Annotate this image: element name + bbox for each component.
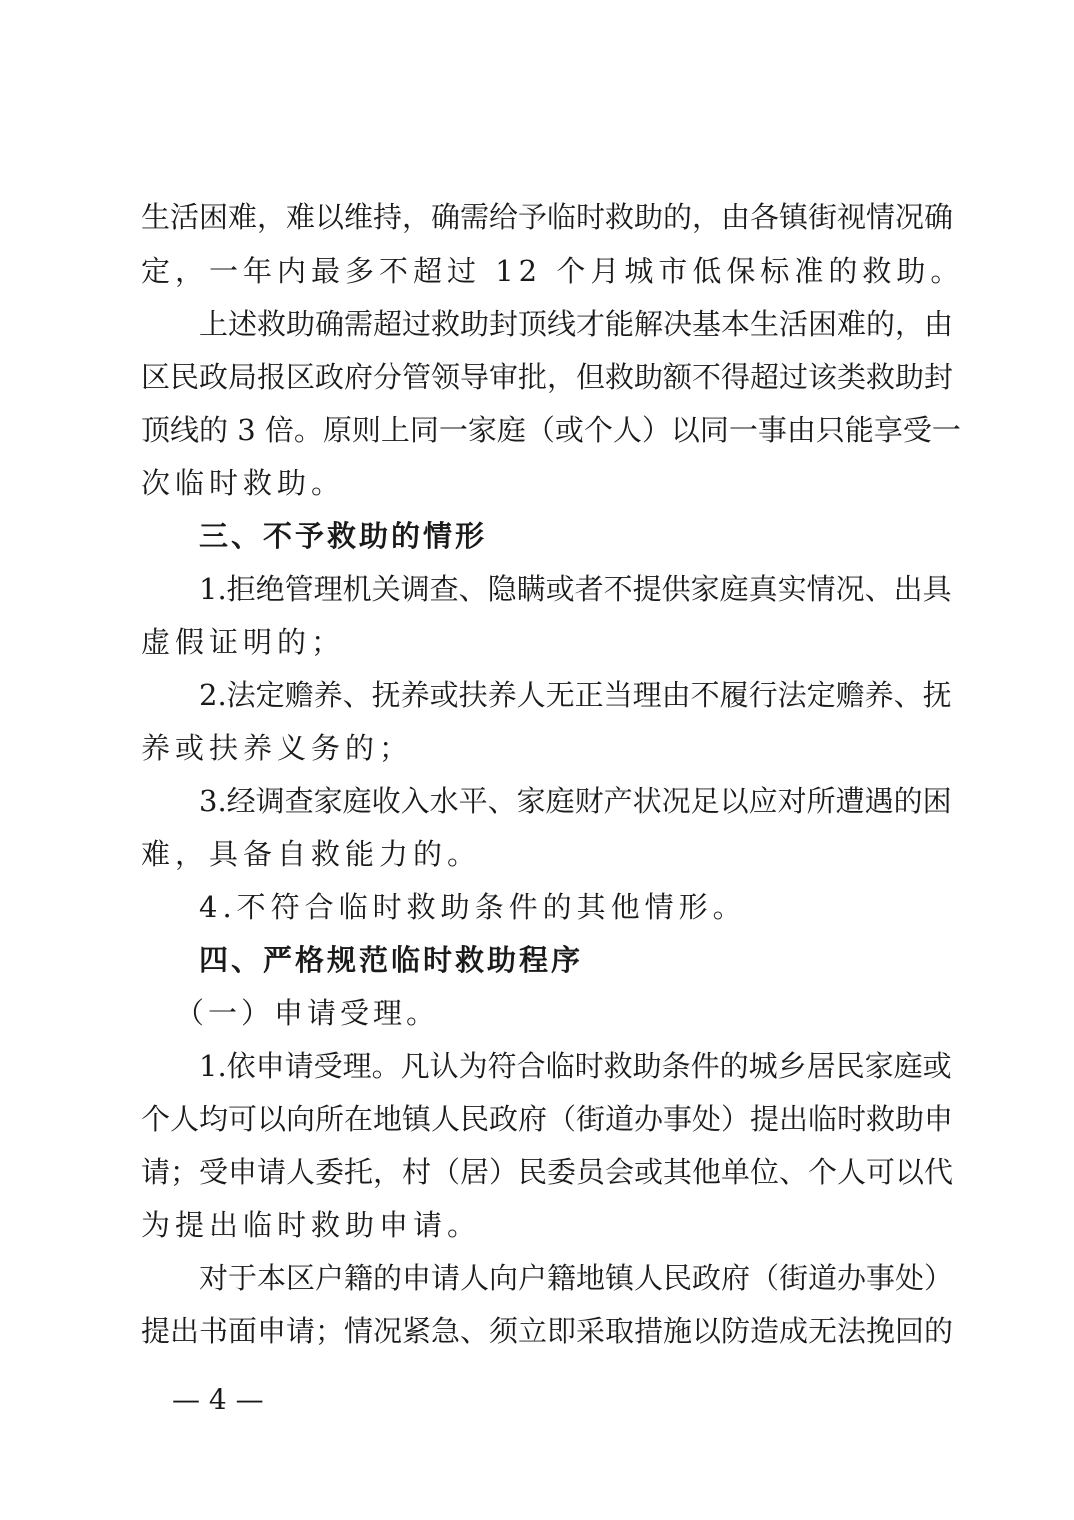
list-item-line: 养或扶养义务的；	[141, 731, 414, 765]
paragraph-line: 个人均可以向所在地镇人民政府（街道办事处）提出临时救助申	[141, 1102, 954, 1136]
paragraph-line: 生活困难，难以维持，确需给予临时救助的，由各镇街视情况确	[141, 200, 954, 234]
paragraph-line: 顶线的 3 倍。原则上同一家庭（或个人）以同一事由只能享受一	[141, 413, 961, 447]
list-item-line: 2.法定赡养、抚养或扶养人无正当理由不履行法定赡养、抚	[199, 678, 952, 712]
paragraph-line: 请；受申请人委托，村（居）民委员会或其他单位、个人可以代	[141, 1155, 954, 1189]
paragraph-line: 次临时救助。	[141, 466, 346, 500]
section-heading: 三、不予救助的情形	[199, 519, 488, 553]
list-item-line: 1.拒绝管理机关调查、隐瞒或者不提供家庭真实情况、出具	[199, 572, 952, 606]
list-item-line: 3.经调查家庭收入水平、家庭财产状况足以应对所遭遇的困	[199, 784, 952, 818]
paragraph-line: 区民政局报区政府分管领导审批，但救助额不得超过该类救助封	[141, 360, 954, 394]
list-item-line: 虚假证明的；	[141, 625, 346, 659]
paragraph-line: 为提出临时救助申请。	[141, 1208, 482, 1242]
page-number: — 4 —	[172, 1383, 264, 1416]
paragraph-line: 定，一年内最多不超过 12 个月城市低保标准的救助。	[141, 254, 965, 288]
subsection-heading: （一）申请受理。	[175, 996, 440, 1030]
paragraph-line: 上述救助确需超过救助封顶线才能解决基本生活困难的，由	[199, 307, 954, 341]
paragraph-line: 1.依申请受理。凡认为符合临时救助条件的城乡居民家庭或	[199, 1049, 952, 1083]
list-item-line: 难，具备自救能力的。	[141, 837, 482, 871]
list-item-line: 4.不符合临时救助条件的其他情形。	[199, 890, 747, 924]
paragraph-line: 提出书面申请；情况紧急、须立即采取措施以防造成无法挽回的	[141, 1314, 954, 1348]
section-heading: 四、严格规范临时救助程序	[199, 943, 584, 977]
paragraph-line: 对于本区户籍的申请人向户籍地镇人民政府（街道办事处）	[199, 1261, 954, 1295]
